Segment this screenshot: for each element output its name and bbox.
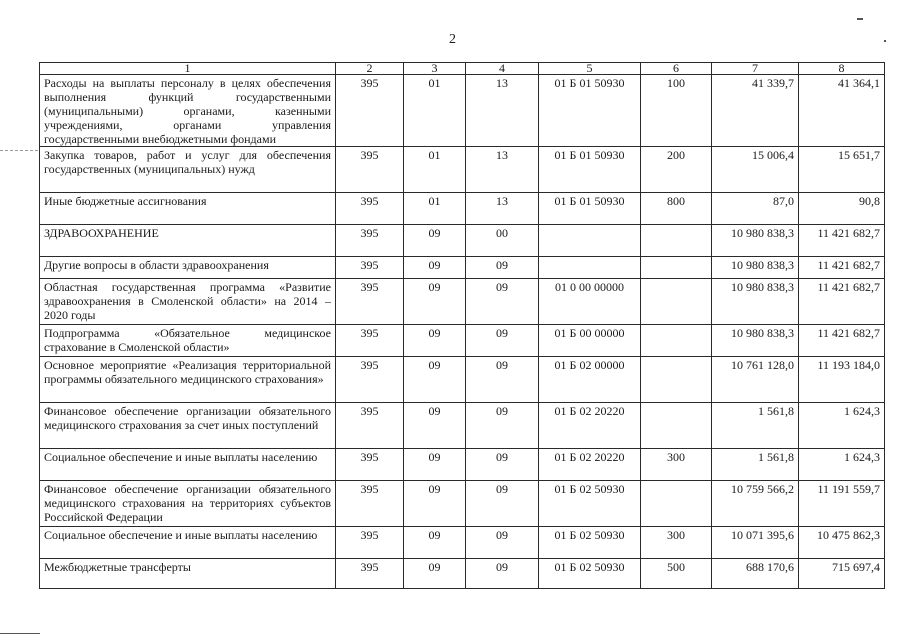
row-target-article: 01 Б 01 50930 bbox=[539, 75, 641, 147]
row-section: 09 bbox=[404, 527, 466, 559]
header-col-2: 2 bbox=[336, 63, 404, 75]
row-amount-col7: 15 006,4 bbox=[712, 147, 799, 193]
row-amount-col7: 10 761 128,0 bbox=[712, 357, 799, 403]
row-name: ЗДРАВООХРАНЕНИЕ bbox=[40, 225, 336, 257]
row-amount-col7: 1 561,8 bbox=[712, 403, 799, 449]
table-row bbox=[40, 279, 885, 325]
row-amount-col7: 688 170,6 bbox=[712, 559, 799, 589]
header-col-8: 8 bbox=[799, 63, 885, 75]
row-expense-type bbox=[641, 257, 712, 279]
row-amount-col8: 11 421 682,7 bbox=[799, 325, 885, 357]
row-amount-col8: 11 421 682,7 bbox=[799, 279, 885, 325]
row-section: 09 bbox=[404, 559, 466, 589]
row-name: Социальное обеспечение и иные выплаты населению bbox=[40, 449, 336, 481]
row-subsection: 09 bbox=[466, 403, 539, 449]
table-row bbox=[40, 257, 885, 279]
row-admin-code: 395 bbox=[336, 559, 404, 589]
row-subsection: 00 bbox=[466, 225, 539, 257]
row-admin-code: 395 bbox=[336, 449, 404, 481]
row-expense-type: 300 bbox=[641, 527, 712, 559]
row-expense-type: 500 bbox=[641, 559, 712, 589]
table-header-row bbox=[40, 63, 885, 75]
row-name: Основное мероприятие «Реализация территориальной программы обязательного медицинского страхования» bbox=[40, 357, 336, 403]
row-name: Подпрограмма «Обязательное медицинское страхование в Смоленской области» bbox=[40, 325, 336, 357]
row-amount-col8: 1 624,3 bbox=[799, 403, 885, 449]
row-target-article: 01 Б 02 50930 bbox=[539, 481, 641, 527]
row-expense-type: 100 bbox=[641, 75, 712, 147]
budget-table bbox=[39, 62, 885, 589]
row-name: Иные бюджетные ассигнования bbox=[40, 193, 336, 225]
header-col-1: 1 bbox=[40, 63, 336, 75]
table-row bbox=[40, 325, 885, 357]
row-name: Финансовое обеспечение организации обязательного медицинского страхования на территориях субъектов Российской Федерации bbox=[40, 481, 336, 527]
row-name: Расходы на выплаты персоналу в целях обеспечения выполнения функций государственными (муниципальными) органами, казенными учреждениями, органами управления государственными внебюджетными фондами bbox=[40, 75, 336, 147]
row-subsection: 09 bbox=[466, 325, 539, 357]
table-row bbox=[40, 147, 885, 193]
row-target-article bbox=[539, 257, 641, 279]
table-row bbox=[40, 403, 885, 449]
page-number: 2 bbox=[449, 32, 456, 47]
row-subsection: 09 bbox=[466, 559, 539, 589]
row-target-article: 01 Б 02 20220 bbox=[539, 449, 641, 481]
header-col-3: 3 bbox=[404, 63, 466, 75]
row-amount-col8: 11 421 682,7 bbox=[799, 225, 885, 257]
row-target-article: 01 Б 02 50930 bbox=[539, 527, 641, 559]
row-expense-type bbox=[641, 279, 712, 325]
scan-mark-bottom-left bbox=[0, 633, 40, 634]
row-admin-code: 395 bbox=[336, 527, 404, 559]
row-subsection: 09 bbox=[466, 257, 539, 279]
row-section: 09 bbox=[404, 357, 466, 403]
row-subsection: 13 bbox=[466, 75, 539, 147]
row-target-article: 01 Б 01 50930 bbox=[539, 147, 641, 193]
row-expense-type bbox=[641, 403, 712, 449]
row-amount-col7: 10 980 838,3 bbox=[712, 257, 799, 279]
row-expense-type bbox=[641, 225, 712, 257]
row-section: 09 bbox=[404, 449, 466, 481]
row-admin-code: 395 bbox=[336, 403, 404, 449]
row-subsection: 13 bbox=[466, 147, 539, 193]
table-row bbox=[40, 357, 885, 403]
row-amount-col7: 10 980 838,3 bbox=[712, 225, 799, 257]
row-amount-col8: 11 421 682,7 bbox=[799, 257, 885, 279]
row-name: Закупка товаров, работ и услуг для обеспечения государственных (муниципальных) нужд bbox=[40, 147, 336, 193]
row-section: 09 bbox=[404, 225, 466, 257]
row-target-article: 01 Б 01 50930 bbox=[539, 193, 641, 225]
row-expense-type: 800 bbox=[641, 193, 712, 225]
row-section: 09 bbox=[404, 481, 466, 527]
row-expense-type bbox=[641, 357, 712, 403]
row-amount-col7: 1 561,8 bbox=[712, 449, 799, 481]
row-amount-col8: 10 475 862,3 bbox=[799, 527, 885, 559]
row-target-article: 01 0 00 00000 bbox=[539, 279, 641, 325]
row-subsection: 09 bbox=[466, 481, 539, 527]
row-subsection: 13 bbox=[466, 193, 539, 225]
row-amount-col8: 715 697,4 bbox=[799, 559, 885, 589]
row-amount-col8: 90,8 bbox=[799, 193, 885, 225]
row-admin-code: 395 bbox=[336, 147, 404, 193]
row-admin-code: 395 bbox=[336, 279, 404, 325]
row-admin-code: 395 bbox=[336, 225, 404, 257]
row-admin-code: 395 bbox=[336, 75, 404, 147]
row-section: 09 bbox=[404, 257, 466, 279]
row-amount-col7: 10 759 566,2 bbox=[712, 481, 799, 527]
row-target-article: 01 Б 02 00000 bbox=[539, 357, 641, 403]
row-subsection: 09 bbox=[466, 449, 539, 481]
row-section: 09 bbox=[404, 279, 466, 325]
row-admin-code: 395 bbox=[336, 325, 404, 357]
header-col-5: 5 bbox=[539, 63, 641, 75]
row-expense-type: 200 bbox=[641, 147, 712, 193]
table-row bbox=[40, 559, 885, 589]
header-col-6: 6 bbox=[641, 63, 712, 75]
row-admin-code: 395 bbox=[336, 357, 404, 403]
row-amount-col8: 15 651,7 bbox=[799, 147, 885, 193]
row-target-article: 01 Б 02 50930 bbox=[539, 559, 641, 589]
row-target-article: 01 Б 02 20220 bbox=[539, 403, 641, 449]
row-name: Социальное обеспечение и иные выплаты населению bbox=[40, 527, 336, 559]
row-admin-code: 395 bbox=[336, 481, 404, 527]
table-row bbox=[40, 193, 885, 225]
row-name: Другие вопросы в области здравоохранения bbox=[40, 257, 336, 279]
row-name: Финансовое обеспечение организации обязательного медицинского страхования за счет иных поступлений bbox=[40, 403, 336, 449]
row-section: 09 bbox=[404, 403, 466, 449]
row-amount-col8: 1 624,3 bbox=[799, 449, 885, 481]
row-name: Областная государственная программа «Развитие здравоохранения в Смоленской области» на 2014 – 2020 годы bbox=[40, 279, 336, 325]
scan-mark-top-right bbox=[857, 18, 863, 20]
row-target-article bbox=[539, 225, 641, 257]
row-name: Межбюджетные трансферты bbox=[40, 559, 336, 589]
row-subsection: 09 bbox=[466, 527, 539, 559]
table-row bbox=[40, 481, 885, 527]
table-row bbox=[40, 449, 885, 481]
row-admin-code: 395 bbox=[336, 193, 404, 225]
row-amount-col7: 10 980 838,3 bbox=[712, 279, 799, 325]
row-expense-type bbox=[641, 325, 712, 357]
row-target-article: 01 Б 00 00000 bbox=[539, 325, 641, 357]
table-row bbox=[40, 75, 885, 147]
row-amount-col8: 41 364,1 bbox=[799, 75, 885, 147]
row-amount-col7: 10 071 395,6 bbox=[712, 527, 799, 559]
row-section: 01 bbox=[404, 193, 466, 225]
header-col-7: 7 bbox=[712, 63, 799, 75]
row-subsection: 09 bbox=[466, 357, 539, 403]
row-section: 01 bbox=[404, 147, 466, 193]
scan-line-left-margin bbox=[0, 150, 38, 152]
row-amount-col8: 11 193 184,0 bbox=[799, 357, 885, 403]
row-amount-col8: 11 191 559,7 bbox=[799, 481, 885, 527]
row-amount-col7: 10 980 838,3 bbox=[712, 325, 799, 357]
table-row bbox=[40, 225, 885, 257]
scan-mark-right-edge bbox=[884, 40, 886, 42]
row-expense-type bbox=[641, 481, 712, 527]
row-expense-type: 300 bbox=[641, 449, 712, 481]
row-section: 09 bbox=[404, 325, 466, 357]
table-row bbox=[40, 527, 885, 559]
row-section: 01 bbox=[404, 75, 466, 147]
row-amount-col7: 87,0 bbox=[712, 193, 799, 225]
row-subsection: 09 bbox=[466, 279, 539, 325]
row-amount-col7: 41 339,7 bbox=[712, 75, 799, 147]
header-col-4: 4 bbox=[466, 63, 539, 75]
row-admin-code: 395 bbox=[336, 257, 404, 279]
